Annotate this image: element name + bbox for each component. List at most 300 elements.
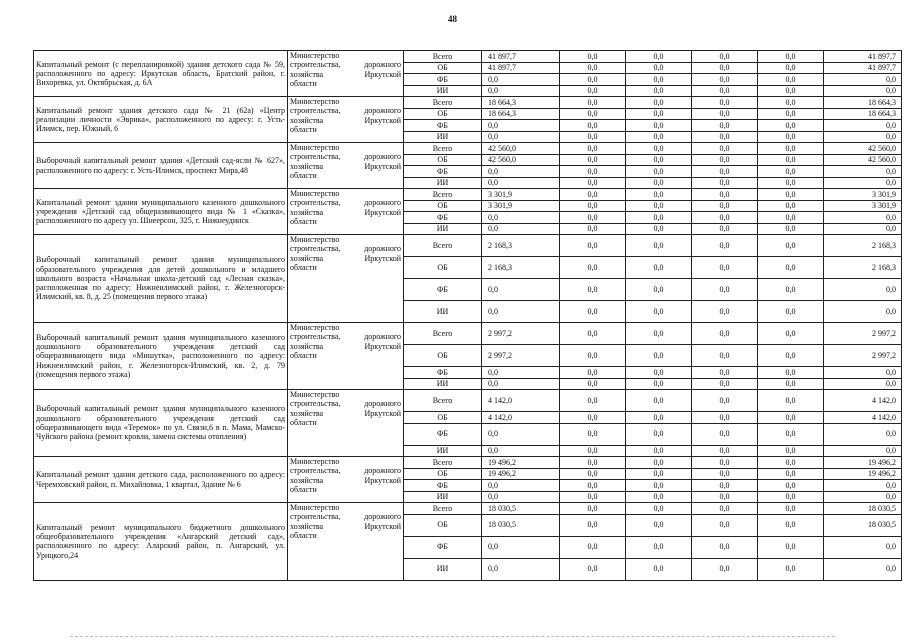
amount-cell: 0,0 (482, 212, 560, 224)
funding-category: Всего (404, 97, 482, 109)
year-amount-cell: 0,0 (758, 423, 824, 445)
responsible-organization (288, 235, 404, 323)
amount-cell: 18 030,5 (482, 503, 560, 515)
total-cell: 3 301,9 (824, 189, 902, 201)
org-line-1: Министерство (290, 390, 340, 399)
org-line-2a: строительства, (290, 512, 341, 522)
org-line-2a: строительства, (290, 332, 341, 342)
funding-category: ИИ (404, 378, 482, 390)
year-amount-cell: 0,0 (692, 257, 758, 279)
total-cell: 0,0 (824, 558, 902, 580)
year-amount-cell: 0,0 (626, 177, 692, 189)
year-amount-cell: 0,0 (692, 85, 758, 97)
year-amount-cell: 0,0 (626, 223, 692, 235)
year-amount-cell: 0,0 (758, 200, 824, 212)
year-amount-cell: 0,0 (758, 62, 824, 74)
org-line-3a: хозяйства (290, 253, 324, 263)
year-amount-cell: 0,0 (692, 378, 758, 390)
org-line-4: области (290, 124, 317, 134)
year-amount-cell: 0,0 (692, 390, 758, 412)
amount-cell: 0,0 (482, 166, 560, 178)
amount-cell: 0,0 (482, 480, 560, 492)
total-cell: 0,0 (824, 536, 902, 558)
org-line-4: области (290, 262, 317, 272)
org-line-2b: дорожного (364, 198, 401, 208)
year-amount-cell: 0,0 (560, 445, 626, 457)
year-amount-cell: 0,0 (626, 378, 692, 390)
year-amount-cell: 0,0 (560, 235, 626, 257)
funding-category: ФБ (404, 120, 482, 132)
year-amount-cell: 0,0 (758, 166, 824, 178)
funding-category: ОБ (404, 412, 482, 424)
year-amount-cell: 0,0 (560, 279, 626, 301)
year-amount-cell: 0,0 (560, 143, 626, 155)
amount-cell: 19 496,2 (482, 457, 560, 469)
total-cell: 18 030,5 (824, 514, 902, 536)
year-amount-cell: 0,0 (626, 143, 692, 155)
year-amount-cell: 0,0 (758, 558, 824, 580)
year-amount-cell: 0,0 (560, 74, 626, 86)
year-amount-cell: 0,0 (626, 131, 692, 143)
amount-cell: 0,0 (482, 177, 560, 189)
amount-cell: 0,0 (482, 131, 560, 143)
amount-cell: 19 496,2 (482, 468, 560, 480)
year-amount-cell: 0,0 (560, 85, 626, 97)
funding-category: ИИ (404, 223, 482, 235)
org-line-2a: строительства, (290, 466, 341, 476)
org-line-3a: хозяйства (290, 341, 324, 351)
responsible-organization (288, 503, 404, 581)
year-amount-cell: 0,0 (758, 212, 824, 224)
total-cell: 0,0 (824, 166, 902, 178)
project-description: Капитальный ремонт здания детского сада, расположенного по адресу: Черемховский район, п. Михайловка, 1 квартал, Здание № 6 (34, 457, 288, 503)
year-amount-cell: 0,0 (692, 445, 758, 457)
year-amount-cell: 0,0 (758, 345, 824, 367)
amount-cell: 0,0 (482, 74, 560, 86)
total-cell: 41 897,7 (824, 62, 902, 74)
page-bottom-rule (70, 636, 835, 638)
total-cell: 0,0 (824, 279, 902, 301)
project-description: Капитальный ремонт муниципального бюджетного дошкольного общеобразовательного учреждения «Ангарский детский сад», расположенного по адресу: Аларский район, п. Ангарский, ул. Урицкого,24 (34, 503, 288, 581)
total-cell: 18 664,3 (824, 108, 902, 120)
year-amount-cell: 0,0 (758, 536, 824, 558)
amount-cell: 2 168,3 (482, 235, 560, 257)
year-amount-cell: 0,0 (560, 257, 626, 279)
org-line-3b: Иркутской (364, 521, 401, 531)
org-line-2b: дорожного (364, 332, 401, 342)
org-line-3b: Иркутской (364, 475, 401, 485)
org-line-1: Министерство (290, 235, 340, 244)
funding-category: ФБ (404, 74, 482, 86)
year-amount-cell: 0,0 (560, 177, 626, 189)
year-amount-cell: 0,0 (626, 503, 692, 515)
amount-cell: 0,0 (482, 558, 560, 580)
year-amount-cell: 0,0 (560, 51, 626, 63)
org-line-3a: хозяйства (290, 207, 324, 217)
year-amount-cell: 0,0 (758, 445, 824, 457)
funding-category: ФБ (404, 166, 482, 178)
year-amount-cell: 0,0 (692, 323, 758, 345)
amount-cell: 0,0 (482, 223, 560, 235)
amount-cell: 0,0 (482, 536, 560, 558)
year-amount-cell: 0,0 (560, 514, 626, 536)
year-amount-cell: 0,0 (758, 457, 824, 469)
year-amount-cell: 0,0 (692, 503, 758, 515)
org-line-1: Министерство (290, 457, 340, 466)
responsible-organization (288, 51, 404, 97)
org-line-2b: дорожного (364, 466, 401, 476)
year-amount-cell: 0,0 (692, 154, 758, 166)
amount-cell: 41 897,7 (482, 51, 560, 63)
year-amount-cell: 0,0 (626, 108, 692, 120)
year-amount-cell: 0,0 (626, 491, 692, 503)
year-amount-cell: 0,0 (626, 120, 692, 132)
year-amount-cell: 0,0 (626, 257, 692, 279)
funding-category: ОБ (404, 108, 482, 120)
year-amount-cell: 0,0 (692, 108, 758, 120)
year-amount-cell: 0,0 (560, 200, 626, 212)
year-amount-cell: 0,0 (758, 367, 824, 379)
total-cell: 0,0 (824, 445, 902, 457)
year-amount-cell: 0,0 (626, 51, 692, 63)
funding-category: ОБ (404, 514, 482, 536)
year-amount-cell: 0,0 (692, 74, 758, 86)
amount-cell: 18 664,3 (482, 108, 560, 120)
total-cell: 2 168,3 (824, 235, 902, 257)
year-amount-cell: 0,0 (626, 468, 692, 480)
year-amount-cell: 0,0 (692, 97, 758, 109)
year-amount-cell: 0,0 (626, 423, 692, 445)
year-amount-cell: 0,0 (626, 235, 692, 257)
funding-category: ОБ (404, 154, 482, 166)
total-cell: 42 560,0 (824, 143, 902, 155)
funding-category: Всего (404, 143, 482, 155)
year-amount-cell: 0,0 (626, 367, 692, 379)
responsible-organization (288, 97, 404, 143)
year-amount-cell: 0,0 (758, 378, 824, 390)
year-amount-cell: 0,0 (560, 154, 626, 166)
org-line-3a: хозяйства (290, 408, 324, 418)
year-amount-cell: 0,0 (758, 412, 824, 424)
year-amount-cell: 0,0 (692, 301, 758, 323)
year-amount-cell: 0,0 (560, 480, 626, 492)
year-amount-cell: 0,0 (626, 323, 692, 345)
funding-category: ФБ (404, 423, 482, 445)
funding-category: ИИ (404, 445, 482, 457)
year-amount-cell: 0,0 (626, 166, 692, 178)
amount-cell: 3 301,9 (482, 200, 560, 212)
year-amount-cell: 0,0 (692, 131, 758, 143)
year-amount-cell: 0,0 (758, 97, 824, 109)
project-description: Выборочный капитальный ремонт здания муниципального казенного дошкольного образовательного учреждения детский сад общеразвивающего вида «Теремок» по ул. Связи,6 в п. Мама, Мамско-Чуйского района (ремонт кровли, замена системы отопления) (34, 390, 288, 457)
year-amount-cell: 0,0 (692, 423, 758, 445)
year-amount-cell: 0,0 (758, 131, 824, 143)
funding-category: ИИ (404, 177, 482, 189)
table-row (34, 457, 902, 469)
year-amount-cell: 0,0 (626, 445, 692, 457)
budget-table (33, 50, 902, 581)
year-amount-cell: 0,0 (758, 74, 824, 86)
year-amount-cell: 0,0 (560, 301, 626, 323)
amount-cell: 0,0 (482, 445, 560, 457)
org-line-2b: дорожного (364, 512, 401, 522)
project-description: Капитальный ремонт здания муниципального казенного дошкольного учреждения «Детский сад общеразвивающего вида № 1 «Сказка», расположенного по адресу ул. Шнеерсон, 325, г. Нижнеудинск (34, 189, 288, 235)
org-line-3b: Иркутской (364, 69, 401, 79)
amount-cell: 0,0 (482, 491, 560, 503)
org-line-3b: Иркутской (364, 207, 401, 217)
year-amount-cell: 0,0 (626, 514, 692, 536)
year-amount-cell: 0,0 (692, 166, 758, 178)
org-line-1: Министерство (290, 97, 340, 106)
year-amount-cell: 0,0 (560, 345, 626, 367)
year-amount-cell: 0,0 (758, 323, 824, 345)
org-line-2a: строительства, (290, 198, 341, 208)
funding-category: ИИ (404, 491, 482, 503)
funding-category: ФБ (404, 367, 482, 379)
year-amount-cell: 0,0 (560, 457, 626, 469)
year-amount-cell: 0,0 (626, 97, 692, 109)
year-amount-cell: 0,0 (692, 480, 758, 492)
total-cell: 42 560,0 (824, 154, 902, 166)
year-amount-cell: 0,0 (560, 558, 626, 580)
amount-cell: 18 664,3 (482, 97, 560, 109)
total-cell: 0,0 (824, 423, 902, 445)
year-amount-cell: 0,0 (758, 108, 824, 120)
year-amount-cell: 0,0 (626, 345, 692, 367)
org-line-1: Министерство (290, 503, 340, 512)
org-line-1: Министерство (290, 143, 340, 152)
year-amount-cell: 0,0 (560, 491, 626, 503)
amount-cell: 4 142,0 (482, 390, 560, 412)
table-row (34, 323, 902, 345)
year-amount-cell: 0,0 (560, 390, 626, 412)
org-line-3a: хозяйства (290, 69, 324, 79)
org-line-2a: строительства, (290, 399, 341, 409)
year-amount-cell: 0,0 (626, 154, 692, 166)
year-amount-cell: 0,0 (560, 367, 626, 379)
funding-category: Всего (404, 390, 482, 412)
org-line-4: области (290, 350, 317, 360)
funding-category: ФБ (404, 212, 482, 224)
project-description: Капитальный ремонт здания детского сада № 21 (62а) «Центр реализации личности «Эврика», расположенного по адресу: г. Усть-Илимск, пер. Южный, 6 (34, 97, 288, 143)
org-line-2a: строительства, (290, 60, 341, 70)
responsible-organization (288, 143, 404, 189)
year-amount-cell: 0,0 (560, 120, 626, 132)
project-description: Выборочный капитальный ремонт здания муниципального образовательного учреждения для детей дошкольного и младшего школьного возраста «Начальная школа-детский сад «Лесная сказка», расположенная по адресу: Нижнеилимский район, г. Железногорск-Илимский, кв. 8, д. 25 (помещения первого этажа) (34, 235, 288, 323)
org-line-3a: хозяйства (290, 161, 324, 171)
total-cell: 0,0 (824, 223, 902, 235)
amount-cell: 42 560,0 (482, 143, 560, 155)
year-amount-cell: 0,0 (692, 367, 758, 379)
funding-category: ФБ (404, 536, 482, 558)
year-amount-cell: 0,0 (560, 468, 626, 480)
amount-cell: 0,0 (482, 279, 560, 301)
total-cell: 2 997,2 (824, 323, 902, 345)
year-amount-cell: 0,0 (560, 189, 626, 201)
year-amount-cell: 0,0 (626, 62, 692, 74)
year-amount-cell: 0,0 (692, 536, 758, 558)
amount-cell: 0,0 (482, 85, 560, 97)
year-amount-cell: 0,0 (692, 212, 758, 224)
total-cell: 0,0 (824, 85, 902, 97)
responsible-organization (288, 323, 404, 390)
year-amount-cell: 0,0 (692, 235, 758, 257)
org-line-1: Министерство (290, 189, 340, 198)
year-amount-cell: 0,0 (758, 480, 824, 492)
org-line-2a: строительства, (290, 106, 341, 116)
year-amount-cell: 0,0 (626, 390, 692, 412)
year-amount-cell: 0,0 (560, 223, 626, 235)
total-cell: 0,0 (824, 378, 902, 390)
total-cell: 0,0 (824, 177, 902, 189)
year-amount-cell: 0,0 (560, 108, 626, 120)
year-amount-cell: 0,0 (560, 503, 626, 515)
project-description: Капитальный ремонт (с перепланировкой) здания детского сада № 59, расположенного по адресу: Иркутская область, Братский район, г. Вихоревка, ул. Октябрьская, д. 6А (34, 51, 288, 97)
year-amount-cell: 0,0 (758, 257, 824, 279)
amount-cell: 42 560,0 (482, 154, 560, 166)
amount-cell: 0,0 (482, 301, 560, 323)
project-description: Выборочный капитальный ремонт здания «Детский сад-ясли № 627», расположенного по адресу: г. Усть-Илимск, проспект Мира,48 (34, 143, 288, 189)
funding-category: Всего (404, 503, 482, 515)
amount-cell: 3 301,9 (482, 189, 560, 201)
year-amount-cell: 0,0 (758, 120, 824, 132)
org-line-4: области (290, 78, 317, 88)
total-cell: 4 142,0 (824, 412, 902, 424)
total-cell: 0,0 (824, 74, 902, 86)
funding-category: ФБ (404, 279, 482, 301)
org-line-4: области (290, 530, 317, 540)
year-amount-cell: 0,0 (758, 177, 824, 189)
total-cell: 18 030,5 (824, 503, 902, 515)
year-amount-cell: 0,0 (692, 143, 758, 155)
year-amount-cell: 0,0 (758, 301, 824, 323)
total-cell: 19 496,2 (824, 457, 902, 469)
funding-category: Всего (404, 457, 482, 469)
total-cell: 18 664,3 (824, 97, 902, 109)
year-amount-cell: 0,0 (560, 131, 626, 143)
funding-category: ИИ (404, 85, 482, 97)
total-cell: 2 997,2 (824, 345, 902, 367)
page-number: 48 (448, 14, 457, 24)
amount-cell: 4 142,0 (482, 412, 560, 424)
year-amount-cell: 0,0 (626, 74, 692, 86)
total-cell: 41 897,7 (824, 51, 902, 63)
year-amount-cell: 0,0 (560, 378, 626, 390)
year-amount-cell: 0,0 (692, 491, 758, 503)
responsible-organization (288, 390, 404, 457)
amount-cell: 2 997,2 (482, 345, 560, 367)
year-amount-cell: 0,0 (560, 536, 626, 558)
year-amount-cell: 0,0 (626, 536, 692, 558)
year-amount-cell: 0,0 (692, 62, 758, 74)
year-amount-cell: 0,0 (758, 143, 824, 155)
total-cell: 0,0 (824, 367, 902, 379)
total-cell: 2 168,3 (824, 257, 902, 279)
year-amount-cell: 0,0 (758, 514, 824, 536)
table-row (34, 51, 902, 63)
org-line-2b: дорожного (364, 152, 401, 162)
year-amount-cell: 0,0 (692, 223, 758, 235)
funding-category: Всего (404, 189, 482, 201)
total-cell: 0,0 (824, 131, 902, 143)
year-amount-cell: 0,0 (560, 97, 626, 109)
amount-cell: 2 997,2 (482, 323, 560, 345)
responsible-organization (288, 189, 404, 235)
year-amount-cell: 0,0 (692, 514, 758, 536)
year-amount-cell: 0,0 (626, 457, 692, 469)
year-amount-cell: 0,0 (692, 51, 758, 63)
org-line-1: Министерство (290, 51, 340, 60)
funding-category: ИИ (404, 558, 482, 580)
org-line-2b: дорожного (364, 106, 401, 116)
year-amount-cell: 0,0 (692, 457, 758, 469)
org-line-3b: Иркутской (364, 161, 401, 171)
org-line-2a: строительства, (290, 244, 341, 254)
funding-category: ОБ (404, 257, 482, 279)
funding-category: Всего (404, 323, 482, 345)
year-amount-cell: 0,0 (626, 189, 692, 201)
amount-cell: 18 030,5 (482, 514, 560, 536)
year-amount-cell: 0,0 (560, 62, 626, 74)
year-amount-cell: 0,0 (692, 200, 758, 212)
funding-category: ОБ (404, 200, 482, 212)
year-amount-cell: 0,0 (626, 301, 692, 323)
funding-category: ИИ (404, 301, 482, 323)
funding-category: ОБ (404, 62, 482, 74)
year-amount-cell: 0,0 (758, 279, 824, 301)
year-amount-cell: 0,0 (758, 390, 824, 412)
table-row (34, 97, 902, 109)
org-line-4: области (290, 417, 317, 427)
year-amount-cell: 0,0 (692, 468, 758, 480)
year-amount-cell: 0,0 (758, 154, 824, 166)
amount-cell: 0,0 (482, 423, 560, 445)
year-amount-cell: 0,0 (626, 480, 692, 492)
amount-cell: 41 897,7 (482, 62, 560, 74)
year-amount-cell: 0,0 (758, 189, 824, 201)
org-line-3b: Иркутской (364, 408, 401, 418)
total-cell: 0,0 (824, 301, 902, 323)
year-amount-cell: 0,0 (560, 412, 626, 424)
org-line-3b: Иркутской (364, 253, 401, 263)
year-amount-cell: 0,0 (626, 212, 692, 224)
amount-cell: 0,0 (482, 378, 560, 390)
table-row (34, 189, 902, 201)
funding-category: ФБ (404, 480, 482, 492)
year-amount-cell: 0,0 (626, 412, 692, 424)
responsible-organization (288, 457, 404, 503)
funding-category: Всего (404, 51, 482, 63)
year-amount-cell: 0,0 (560, 423, 626, 445)
total-cell: 0,0 (824, 491, 902, 503)
amount-cell: 2 168,3 (482, 257, 560, 279)
total-cell: 19 496,2 (824, 468, 902, 480)
year-amount-cell: 0,0 (692, 177, 758, 189)
table-row (34, 390, 902, 412)
year-amount-cell: 0,0 (758, 235, 824, 257)
org-line-1: Министерство (290, 323, 340, 332)
year-amount-cell: 0,0 (692, 412, 758, 424)
year-amount-cell: 0,0 (560, 166, 626, 178)
org-line-3a: хозяйства (290, 521, 324, 531)
year-amount-cell: 0,0 (758, 223, 824, 235)
total-cell: 0,0 (824, 212, 902, 224)
funding-category: ОБ (404, 468, 482, 480)
year-amount-cell: 0,0 (758, 85, 824, 97)
year-amount-cell: 0,0 (758, 468, 824, 480)
org-line-3a: хозяйства (290, 475, 324, 485)
table-row (34, 503, 902, 515)
